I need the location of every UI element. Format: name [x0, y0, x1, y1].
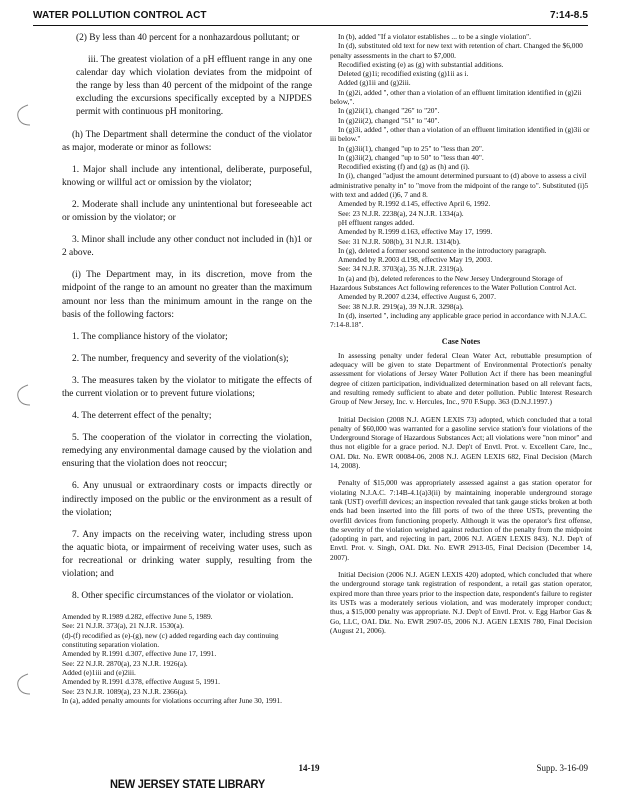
- case-notes: [330, 351, 592, 635]
- history-note: In (g)3ii(1), changed "up to 25" to "less than 20".: [338, 143, 484, 153]
- rule-paragraph: 7. Any impacts on the receiving water, including stress upon the aquatic biota, or impairment of receiving water uses, such as for recreational or drinking water supply, resulting from the violation; and: [62, 529, 312, 579]
- history-note: Added (e)1iii and (e)2iii.: [62, 667, 136, 677]
- history-note: (d)-(f) recodified as (e)-(g), new (c) added regarding each day continuing constituting separation violation.: [62, 630, 279, 650]
- binder-hole-icon: [14, 672, 32, 696]
- rule-paragraph: iii. The greatest violation of a pH effluent range in any one calendar day which violation deviates from the midpoint of the range by less than 40 percent of the midpoint of the range excluding the excursions specifically excepted by a NJPDES permit with continuous pH monitoring.: [76, 55, 312, 118]
- rule-text: [62, 32, 312, 603]
- rule-paragraph: 6. Any unusual or extraordinary costs or impacts directly or indirectly imposed on the public or the environment as a result of the violation;: [62, 481, 312, 518]
- history-note: Amended by R.1999 d.163, effective May 17, 1999.: [338, 227, 493, 237]
- running-title: WATER POLLUTION CONTROL ACT: [33, 10, 207, 21]
- history-note: See: 23 N.J.R. 2238(a), 24 N.J.R. 1334(a).: [338, 208, 464, 218]
- history-note: See: 23 N.J.R. 1089(a), 23 N.J.R. 2366(a).: [62, 686, 188, 696]
- history-note: Added (g)1ii and (g)2iii.: [338, 78, 411, 88]
- history-note: Amended by R.1989 d.282, effective June 5, 1989.: [62, 612, 213, 622]
- history-note: In (g)3ii(2), changed "up to 50" to "less than 40".: [338, 152, 484, 162]
- case-note: Initial Decision (2008 N.J. AGEN LEXIS 73) adopted, which concluded that a total penalty of $60,000 was warranted for a gasoline service station's four violations of the Underground Storage of Hazardous Substances Act; all violations were "non minor" and thus not eligible for a grace period. N.J. Dep't of Envtl. Prot. v. Excellent Care, Inc., OAL Dkt. No. EWR 00084-06, 2008 N.J. AGEN LEXIS 682, Final Decision (March 14, 2008).: [330, 414, 592, 471]
- rule-paragraph: 3. The measures taken by the violator to mitigate the effects of the current violation or to prevent future violations;: [62, 375, 312, 399]
- history-note: Amended by R.1991 d.307, effective June 17, 1991.: [62, 649, 217, 659]
- history-note: Deleted (g)1i; recodified existing (g)1ii as i.: [338, 69, 469, 79]
- left-column: [62, 32, 312, 705]
- history-note: Amended by R.1991 d.378, effective August 5, 1991.: [62, 677, 220, 687]
- history-notes-right: [330, 32, 592, 330]
- rule-paragraph: (i) The Department may, in its discretion, move from the midpoint of the range to an amount no greater than the maximum amount nor less than the minimum amount in the range on the basis of the following factors:: [62, 270, 312, 320]
- rule-paragraph: 1. Major shall include any intentional, deliberate, purposeful, knowing or willful act or omission by the violator;: [62, 164, 312, 188]
- page-number: 14-19: [298, 763, 320, 773]
- right-column: [330, 32, 592, 643]
- history-note: In (b), added "If a violator establishes ... to be a single violation".: [338, 32, 532, 41]
- history-notes-left: [62, 612, 312, 705]
- history-note: Amended by R.2003 d.198, effective May 19, 2003.: [338, 255, 493, 265]
- history-note: In (g)2ii(2), changed "51" to "40".: [338, 115, 440, 125]
- rule-paragraph: 5. The cooperation of the violator in correcting the violation, remedying any environmental damage caused by the violation and ensuring that the violation does not reoccur;: [62, 433, 312, 470]
- case-note: In assessing penalty under federal Clean Water Act, rebuttable presumption of adequacy will be given to state Department of Environmental Protection's penalty assessment for violations of Jersey Water Pollution Act if there has been meaningful degree of citizen participation, individualized determination based on all relevant facts, and resulting remedy sufficient to abate and deter pollution. Public Interest Research Group of New Jersey, Inc. v. Hercules, Inc., 970 F.Supp. 363 (D.N.J.1997.): [330, 350, 592, 407]
- binder-hole-icon: [14, 383, 32, 407]
- rule-paragraph: 1. The compliance history of the violator;: [72, 331, 228, 342]
- history-note: See: 38 N.J.R. 2919(a), 39 N.J.R. 3298(a).: [338, 301, 464, 311]
- history-note: See: 21 N.J.R. 373(a), 21 N.J.R. 1530(a).: [62, 621, 184, 631]
- history-note: In (a), added penalty amounts for violations occurring after June 30, 1991.: [62, 695, 283, 705]
- rule-paragraph: 3. Minor shall include any other conduct not included in (h)1 or 2 above.: [62, 235, 312, 259]
- history-note: See: 22 N.J.R. 2870(a), 23 N.J.R. 1926(a).: [62, 658, 188, 668]
- binder-hole-icon: [14, 103, 32, 127]
- history-note: In (a) and (b), deleted references to the New Jersey Underground Storage of Hazardous Substances Act following references to the Water Pollution Control Act.: [330, 273, 577, 293]
- rule-paragraph: (2) By less than 40 percent for a nonhazardous pollutant; or: [76, 33, 300, 43]
- running-header: [33, 10, 588, 21]
- rule-paragraph: 2. Moderate shall include any unintentional but foreseeable act or omission by the violator; or: [62, 199, 312, 224]
- history-note: See: 31 N.J.R. 508(b), 31 N.J.R. 1314(b).: [338, 236, 461, 246]
- history-note: In (d), substituted old text for new text with retention of chart. Changed the $6,000 penalty assessments in the chart to $7,000.: [330, 41, 583, 60]
- rule-paragraph: (h) The Department shall determine the conduct of the violator as major, moderate or minor as follows:: [62, 129, 312, 153]
- history-note: In (g)3i, added ", other than a violation of an effluent limitation identified in (g)3ii or iii below.": [330, 124, 590, 144]
- library-stamp: NEW JERSEY STATE LIBRARY: [110, 777, 265, 791]
- history-note: Recodified existing (e) as (g) with substantial additions.: [338, 59, 504, 69]
- case-note: Penalty of $15,000 was appropriately assessed against a gas station operator for violating N.J.A.C. 7:14B-4.1(a)3(ii) by maintaining inoperable underground storage tank (UST) overfill devices; an inspection revealed that tank gauge sticks broken at both ends had been inserted into the fill ports of two of the three USTs, preventing the overfill devices from functioning properly. Although it was the operator's first offense, the severity of the violation weighed against reduction of the penalty from the midpoint (adopting in part, and rejecting in part, 2006 N.J. AGEN LEXIS 843). N.J. Dep't of Envtl. Prot. v. Singh, OAL Dkt. No. EWR 2913-05, Final Decision (December 14, 2007).: [330, 478, 592, 562]
- history-note: Recodified existing (f) and (g) as (h) and (i).: [338, 162, 470, 172]
- history-note: In (d), inserted ", including any applicable grace period in accordance with N.J.A.C. 7:14-8.18".: [330, 310, 587, 330]
- supplement-date: Supp. 3-16-09: [536, 763, 588, 773]
- history-note: In (g)2ii(1), changed "26" to "20".: [338, 106, 440, 116]
- history-note: In (i), changed "adjust the amount determined pursuant to (d) above to assess a civil administrative penalty in" to "move from the midpoint of the range to". Substituted (i)5 with text and added (i)6, 7 and 8.: [330, 171, 589, 200]
- history-note: In (g), deleted a former second sentence in the introductory paragraph.: [338, 245, 547, 255]
- section-number: 7:14-8.5: [549, 10, 588, 21]
- header-rule: [33, 25, 588, 26]
- case-notes-heading: Case Notes: [441, 336, 481, 346]
- history-note: See: 34 N.J.R. 3703(a), 35 N.J.R. 2319(a).: [338, 264, 464, 274]
- history-note: Amended by R.2007 d.234, effective August 6, 2007.: [338, 292, 496, 302]
- rule-paragraph: 2. The number, frequency and severity of the violation(s);: [72, 353, 289, 364]
- rule-paragraph: 8. Other specific circumstances of the violator or violation.: [72, 591, 294, 602]
- history-note: In (g)2i, added ", other than a violation of an effluent limitation identified in (g)2ii below,".: [330, 87, 582, 107]
- case-note: Initial Decision (2006 N.J. AGEN LEXIS 420) adopted, which concluded that where the underground storage tank registration of respondent, a retail gas station operator, expired more than three years prior to the inspection date, respondent's failure to register its USTs was a moderately serious violation, and was moderately improper conduct; thus, a $15,000 penalty was appropriate. N.J. Dep't of Envtl. Prot. v. Egg Harbor Gas & Go, LLC, OAL Dkt. No. EWR 2907-05, 2006 N.J. AGEN LEXIS 780, Final Decision (August 21, 2006).: [330, 570, 592, 635]
- history-note: pH effluent ranges added.: [338, 217, 415, 227]
- rule-paragraph: 4. The deterrent effect of the penalty;: [72, 411, 212, 422]
- history-note: Amended by R.1992 d.145, effective April 6, 1992.: [338, 199, 491, 209]
